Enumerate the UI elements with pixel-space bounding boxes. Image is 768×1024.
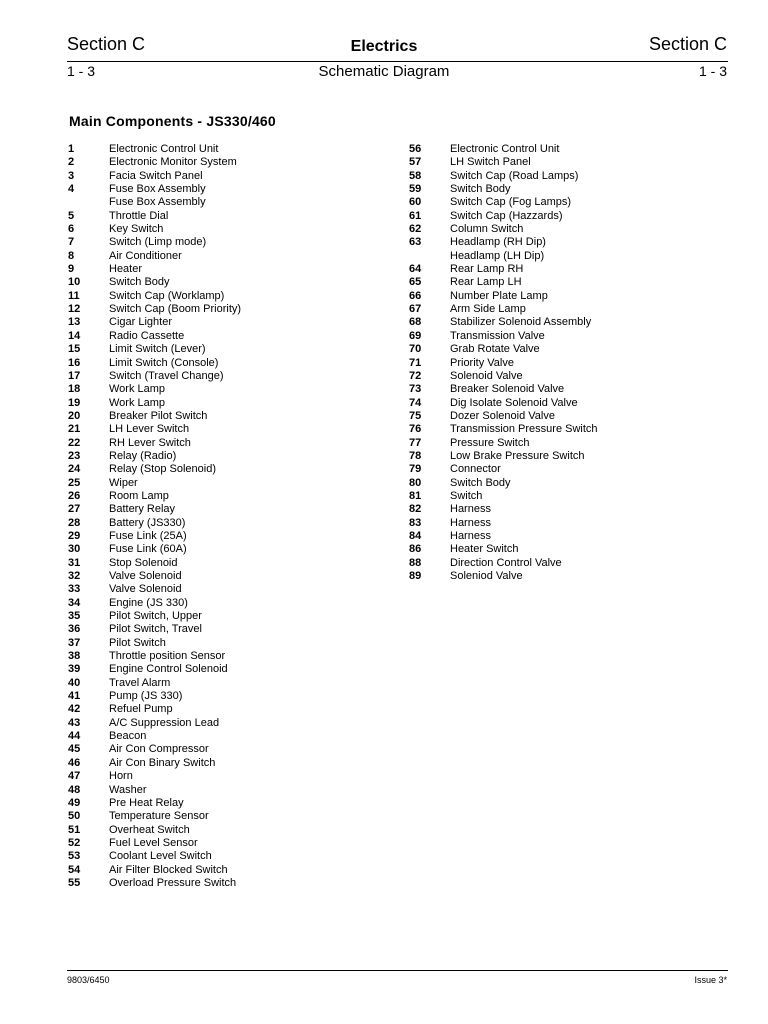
component-label: Dozer Solenoid Valve [450, 409, 555, 422]
component-number: 64 [409, 263, 422, 276]
component-row [409, 343, 729, 356]
component-number: 79 [409, 463, 422, 476]
component-number: 30 [68, 543, 81, 556]
component-number: 7 [68, 236, 75, 249]
component-row [68, 824, 368, 837]
component-number: 33 [68, 583, 81, 596]
component-number: 80 [409, 476, 422, 489]
component-row [68, 503, 368, 516]
component-number: 83 [409, 516, 422, 529]
component-label: Engine (JS 330) [109, 596, 188, 609]
component-label: Air Con Compressor [109, 743, 209, 756]
component-number: 63 [409, 236, 422, 249]
component-row [68, 677, 368, 690]
component-number: 4 [68, 183, 75, 196]
component-number: 43 [68, 716, 81, 729]
component-number: 76 [409, 423, 422, 436]
component-number: 18 [68, 383, 81, 396]
component-label: Air Conditioner [109, 249, 182, 262]
component-label: Grab Rotate Valve [450, 343, 540, 356]
component-row [409, 303, 729, 316]
component-row [68, 717, 368, 730]
component-number: 42 [68, 703, 81, 716]
component-label: Breaker Solenoid Valve [450, 383, 565, 396]
page-subtitle: Schematic Diagram [318, 63, 450, 80]
component-label: Switch Cap (Fog Lamps) [450, 196, 572, 209]
component-row [409, 570, 729, 583]
component-label: Beacon [109, 730, 147, 743]
component-number: 14 [68, 329, 81, 342]
component-row [68, 477, 368, 490]
component-number: 16 [68, 356, 81, 369]
component-number: 55 [68, 876, 81, 889]
component-label: Direction Control Valve [450, 556, 562, 569]
component-row [68, 263, 368, 276]
component-label: Battery (JS330) [109, 516, 186, 529]
component-row [68, 543, 368, 556]
component-row [409, 503, 729, 516]
component-label: Rear Lamp RH [450, 263, 524, 276]
component-row [68, 397, 368, 410]
component-row [409, 156, 729, 169]
component-row [68, 743, 368, 756]
component-row [68, 797, 368, 810]
component-number: 1 [68, 143, 75, 155]
component-label: Pre Heat Relay [109, 796, 184, 809]
component-label: Connector [450, 463, 501, 476]
component-row [409, 330, 729, 343]
component-row [68, 370, 368, 383]
component-number: 81 [409, 489, 422, 502]
component-row [409, 450, 729, 463]
component-row [409, 490, 729, 503]
component-row [68, 610, 368, 623]
component-label: Coolant Level Switch [109, 850, 212, 863]
component-row [68, 877, 368, 890]
component-number: 62 [409, 223, 422, 236]
component-label: Headlamp (LH Dip) [450, 249, 545, 262]
component-row [68, 303, 368, 316]
component-number: 29 [68, 529, 81, 542]
component-row [68, 757, 368, 770]
component-number: 47 [68, 770, 81, 783]
component-row [68, 143, 368, 156]
component-label: LH Switch Panel [450, 156, 531, 169]
component-label: Priority Valve [450, 356, 514, 369]
component-row [68, 410, 368, 423]
component-row [68, 703, 368, 716]
component-label: Stop Solenoid [109, 556, 178, 569]
component-number: 89 [409, 570, 422, 582]
component-row [68, 437, 368, 450]
component-row [409, 423, 729, 436]
component-row [409, 557, 729, 570]
component-label: Switch Body [109, 276, 170, 289]
component-label: Switch (Limp mode) [109, 236, 207, 249]
component-label: Soleniod Valve [450, 570, 523, 582]
component-label: Work Lamp [109, 383, 166, 396]
component-label: Electronic Control Unit [109, 143, 219, 155]
component-number: 5 [68, 209, 75, 222]
component-label: Fuel Level Sensor [109, 836, 198, 849]
component-number: 51 [68, 823, 81, 836]
component-number: 24 [68, 463, 81, 476]
component-row [68, 196, 368, 209]
component-label: Limit Switch (Console) [109, 356, 219, 369]
section-label-right: Section C [648, 34, 727, 54]
component-number: 56 [409, 143, 422, 155]
component-label: Transmission Pressure Switch [450, 423, 598, 436]
component-number: 73 [409, 383, 422, 396]
component-label: Headlamp (RH Dip) [450, 236, 546, 249]
component-label: Switch (Travel Change) [109, 369, 224, 382]
component-row [409, 183, 729, 196]
component-label: Key Switch [109, 223, 164, 236]
component-row [68, 810, 368, 823]
component-label: Switch Body [450, 476, 511, 489]
component-number: 35 [68, 610, 81, 623]
component-row [409, 357, 729, 370]
component-number: 50 [68, 810, 81, 823]
component-row [68, 223, 368, 236]
component-label: Harness [450, 503, 491, 516]
component-number: 6 [68, 223, 75, 236]
component-row [409, 316, 729, 329]
component-number: 21 [68, 423, 81, 436]
component-label: Harness [450, 529, 491, 542]
component-number: 52 [68, 836, 81, 849]
component-label: Air Filter Blocked Switch [109, 863, 228, 876]
component-label: Radio Cassette [109, 329, 185, 342]
component-number: 38 [68, 650, 81, 663]
component-number: 41 [68, 690, 81, 703]
component-label: Pilot Switch, Travel [109, 623, 202, 636]
component-row [409, 236, 729, 249]
component-number: 20 [68, 409, 81, 422]
component-label: Battery Relay [109, 503, 176, 516]
component-label: Wiper [109, 476, 138, 489]
component-label: Throttle position Sensor [109, 650, 226, 663]
component-row [68, 463, 368, 476]
component-number: 46 [68, 756, 81, 769]
component-label: Switch [450, 489, 483, 502]
component-number: 68 [409, 316, 422, 329]
component-number: 44 [68, 730, 81, 743]
component-row [68, 170, 368, 183]
component-row [68, 490, 368, 503]
component-label: Cigar Lighter [109, 316, 172, 329]
component-row [409, 210, 729, 223]
component-number: 67 [409, 303, 422, 316]
component-row [68, 557, 368, 570]
component-number: 58 [409, 169, 422, 182]
component-row [68, 236, 368, 249]
component-label: Breaker Pilot Switch [109, 409, 208, 422]
component-label: Overload Pressure Switch [109, 876, 237, 889]
header-divider [67, 61, 728, 62]
components-list-right [409, 143, 729, 583]
component-number: 9 [68, 263, 75, 276]
component-label: Throttle Dial [109, 209, 169, 222]
component-label: A/C Suppression Lead [109, 716, 220, 729]
component-row [68, 637, 368, 650]
component-row [409, 397, 729, 410]
component-row [409, 463, 729, 476]
component-number: 37 [68, 636, 81, 649]
component-number: 23 [68, 449, 81, 462]
component-label: Heater [109, 263, 143, 276]
component-number: 11 [68, 289, 80, 302]
component-row [68, 597, 368, 610]
component-row [68, 383, 368, 396]
component-label: Harness [450, 516, 491, 529]
component-number: 34 [68, 596, 81, 609]
component-label: Switch Cap (Road Lamps) [450, 169, 579, 182]
component-row [68, 250, 368, 263]
component-label: Temperature Sensor [109, 810, 209, 823]
component-row [409, 370, 729, 383]
component-label: Room Lamp [109, 489, 169, 502]
component-number: 17 [68, 369, 81, 382]
component-number: 53 [68, 850, 81, 863]
page-title: Electrics [350, 38, 418, 55]
page-number-left: 1 - 3 [67, 63, 96, 79]
component-label: Stabilizer Solenoid Assembly [450, 316, 592, 329]
components-heading: Main Components - JS330/460 [69, 113, 276, 129]
component-label: Arm Side Lamp [450, 303, 526, 316]
component-row [409, 196, 729, 209]
component-row [68, 663, 368, 676]
footer-divider [67, 970, 728, 971]
component-row [409, 477, 729, 490]
component-number: 49 [68, 796, 81, 809]
component-number: 57 [409, 156, 422, 169]
component-row [409, 250, 729, 263]
component-row [68, 343, 368, 356]
component-number: 84 [409, 529, 422, 542]
component-number: 74 [409, 396, 422, 409]
component-row [409, 437, 729, 450]
component-label: Electronic Control Unit [450, 143, 560, 155]
component-label: Column Switch [450, 223, 524, 236]
component-number: 2 [68, 156, 75, 169]
component-row [68, 623, 368, 636]
component-label: Work Lamp [109, 396, 166, 409]
component-number: 82 [409, 503, 422, 516]
component-number: 54 [68, 863, 81, 876]
component-label: Limit Switch (Lever) [109, 343, 206, 356]
component-number: 86 [409, 543, 422, 556]
component-row [68, 530, 368, 543]
component-number: 72 [409, 369, 422, 382]
component-row [68, 450, 368, 463]
component-row [409, 143, 729, 156]
component-label: Overheat Switch [109, 823, 190, 836]
component-number: 59 [409, 183, 422, 196]
component-label: Solenoid Valve [450, 369, 523, 382]
component-number: 31 [68, 556, 81, 569]
component-label: RH Lever Switch [109, 436, 191, 449]
component-label: Switch Cap (Worklamp) [109, 289, 225, 302]
component-row [68, 210, 368, 223]
component-row [409, 290, 729, 303]
component-number: 69 [409, 329, 422, 342]
component-number: 3 [68, 169, 75, 182]
component-row [409, 543, 729, 556]
component-row [68, 156, 368, 169]
component-number: 25 [68, 476, 81, 489]
component-row [68, 850, 368, 863]
component-number: 26 [68, 489, 81, 502]
component-row [68, 290, 368, 303]
component-row [68, 864, 368, 877]
component-row [68, 423, 368, 436]
component-label: Pump (JS 330) [109, 690, 183, 703]
component-number: 27 [68, 503, 81, 516]
component-row [409, 170, 729, 183]
component-number: 65 [409, 276, 422, 289]
component-row [409, 276, 729, 289]
component-label: Fuse Link (60A) [109, 543, 187, 556]
component-number: 88 [409, 556, 422, 569]
component-number: 71 [409, 356, 422, 369]
component-label: Washer [109, 783, 147, 796]
component-label: LH Lever Switch [109, 423, 190, 436]
component-label: Horn [109, 770, 133, 783]
component-number: 8 [68, 249, 75, 262]
component-number: 15 [68, 343, 81, 356]
component-label: Electronic Monitor System [109, 156, 237, 169]
component-label: Refuel Pump [109, 703, 173, 716]
component-number: 28 [68, 516, 81, 529]
component-number: 12 [68, 303, 81, 316]
component-label: Rear Lamp LH [450, 276, 522, 289]
component-label: Relay (Radio) [109, 449, 177, 462]
component-number: 45 [68, 743, 81, 756]
document-number: 9803/6450 [67, 975, 110, 985]
component-row [68, 276, 368, 289]
component-number: 66 [409, 289, 422, 302]
component-label: Pilot Switch [109, 636, 166, 649]
component-label: Switch Cap (Boom Priority) [109, 303, 242, 316]
component-label: Heater Switch [450, 543, 519, 556]
component-row [68, 357, 368, 370]
component-label: Fuse Link (25A) [109, 529, 187, 542]
component-number: 19 [68, 396, 81, 409]
component-label: Switch Body [450, 183, 511, 196]
component-label: Fuse Box Assembly [109, 196, 206, 209]
component-number: 77 [409, 436, 422, 449]
component-label: Pressure Switch [450, 436, 530, 449]
component-row [68, 583, 368, 596]
component-row [68, 690, 368, 703]
component-number: 32 [68, 570, 81, 582]
component-row [68, 570, 368, 583]
component-label: Relay (Stop Solenoid) [109, 463, 217, 476]
component-label: Switch Cap (Hazzards) [450, 209, 563, 222]
component-row [409, 517, 729, 530]
section-label-left: Section C [67, 34, 146, 54]
component-number: 78 [409, 449, 422, 462]
component-label: Air Con Binary Switch [109, 756, 216, 769]
component-number: 70 [409, 343, 422, 356]
components-list-left [68, 143, 368, 890]
component-row [68, 183, 368, 196]
component-label: Number Plate Lamp [450, 289, 548, 302]
component-label: Fuse Box Assembly [109, 183, 206, 196]
component-row [68, 837, 368, 850]
component-label: Pilot Switch, Upper [109, 610, 202, 623]
component-number: 39 [68, 663, 81, 676]
component-number: 75 [409, 409, 422, 422]
component-row [409, 263, 729, 276]
component-row [68, 784, 368, 797]
issue-number: Issue 3* [694, 975, 727, 985]
component-label: Travel Alarm [109, 676, 171, 689]
component-label: Dig Isolate Solenoid Valve [450, 396, 578, 409]
component-label: Valve Solenoid [109, 570, 182, 582]
component-label: Valve Solenoid [109, 583, 182, 596]
component-row [409, 530, 729, 543]
component-row [68, 650, 368, 663]
component-label: Facia Switch Panel [109, 169, 203, 182]
component-number: 48 [68, 783, 81, 796]
component-number: 10 [68, 276, 81, 289]
component-number: 60 [409, 196, 422, 209]
component-row [68, 316, 368, 329]
component-row [68, 730, 368, 743]
component-row [409, 383, 729, 396]
component-row [409, 410, 729, 423]
component-row [68, 330, 368, 343]
component-row [68, 770, 368, 783]
component-label: Transmission Valve [450, 329, 545, 342]
component-label: Low Brake Pressure Switch [450, 449, 585, 462]
page-number-right: 1 - 3 [698, 63, 727, 79]
component-number: 61 [409, 209, 422, 222]
component-label: Engine Control Solenoid [109, 663, 228, 676]
component-number: 36 [68, 623, 81, 636]
component-row [68, 517, 368, 530]
component-row [409, 223, 729, 236]
component-number: 22 [68, 436, 81, 449]
component-number: 40 [68, 676, 81, 689]
component-number: 13 [68, 316, 81, 329]
